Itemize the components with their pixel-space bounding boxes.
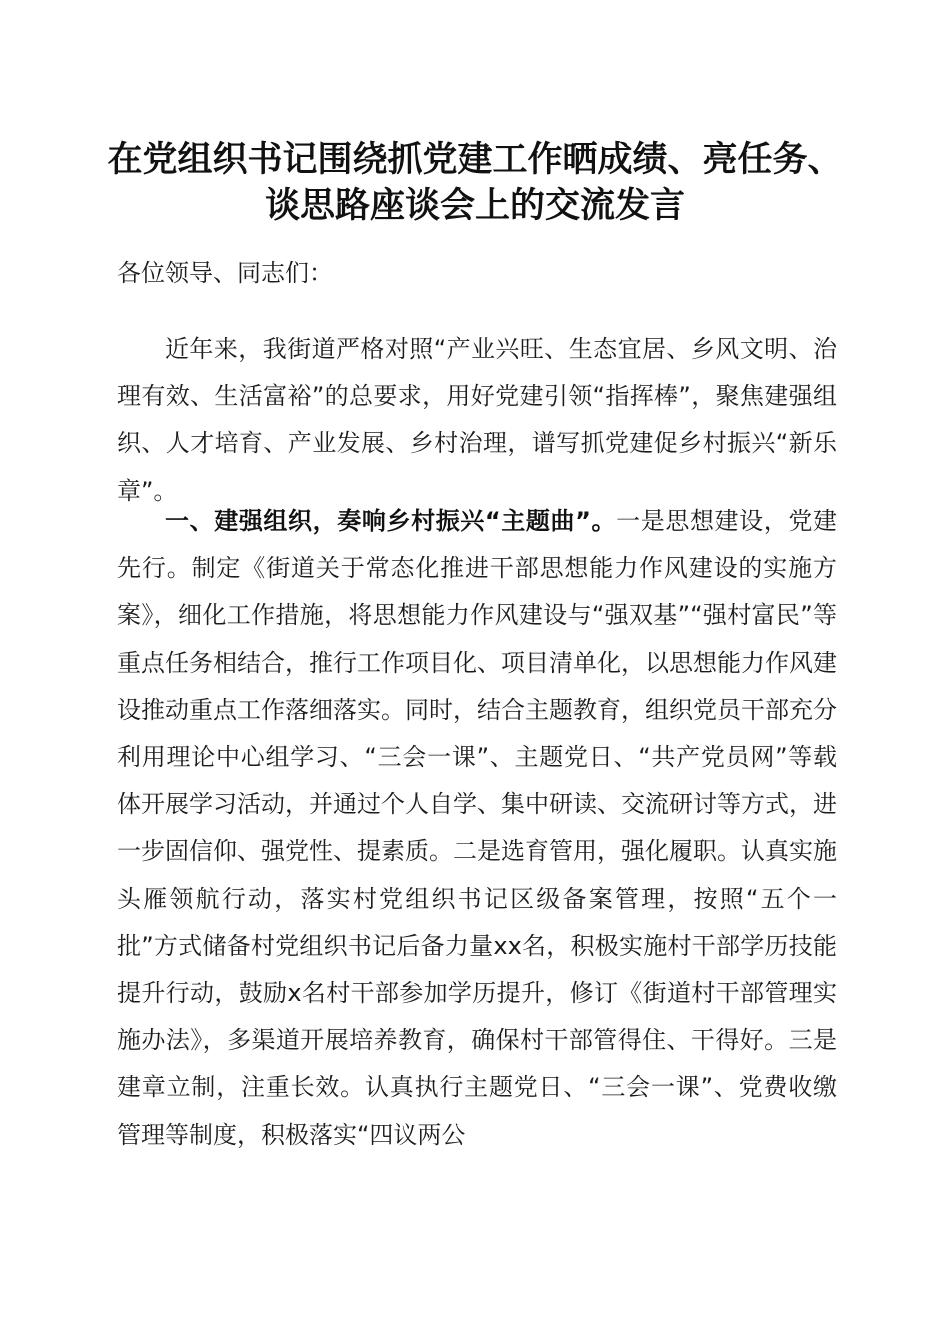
section-one-body: 一是思想建设，党建先行。制定《街道关于常态化推进干部思想能力作风建设的实施方案》，细化工作措施，将思想能力作风建设与“强双基”“强村富民”等重点任务相结合，推行工作项目化、项目清单化，以思想能力作风建设推动重点工作落细落实。同时，结合主题教育，组织党员干部充分利用理论中心组学习、“三会一课”、主题党日、“共产党员网”等载体开展学习活动，并通过个人自学、集中研读、交流研讨等方式，进一步固信仰、强党性、提素质。二是选育管用，强化履职。认真实施头雁领航行动，落实村党组织书记区级备案管理，按照“五个一批”方式储备村党组织书记后备力量xx名，积极实施村干部学历技能提升行动，鼓励x名村干部参加学历提升，修订《街道村干部管理实施办法》，多渠道开展培养教育，确保村干部管得住、干得好。三是建章立制，注重长效。认真执行主题党日、“三会一课”、党费收缴管理等制度，积极落实“四议两公: [117, 507, 837, 1149]
document-title-line-1: 在党组织书记围绕抓党建工作晒成绩、亮任务、: [107, 139, 843, 180]
paragraph-intro: 近年来，我街道严格对照“产业兴旺、生态宜居、乡风文明、治理有效、生活富裕”的总要求，用好党建引领“指挥棒”，聚焦建强组织、人才培育、产业发展、乡村治理，谱写抓党建促乡村振兴“新乐章”。: [117, 335, 837, 505]
document-title-line-2: 谈思路座谈会上的交流发言: [264, 185, 685, 226]
salutation: 各位领导、同志们：: [117, 259, 333, 287]
paragraph-section-one: [117, 498, 837, 1159]
section-one-heading: 一、建强组织，奏响乡村振兴“主题曲”。: [165, 507, 617, 535]
